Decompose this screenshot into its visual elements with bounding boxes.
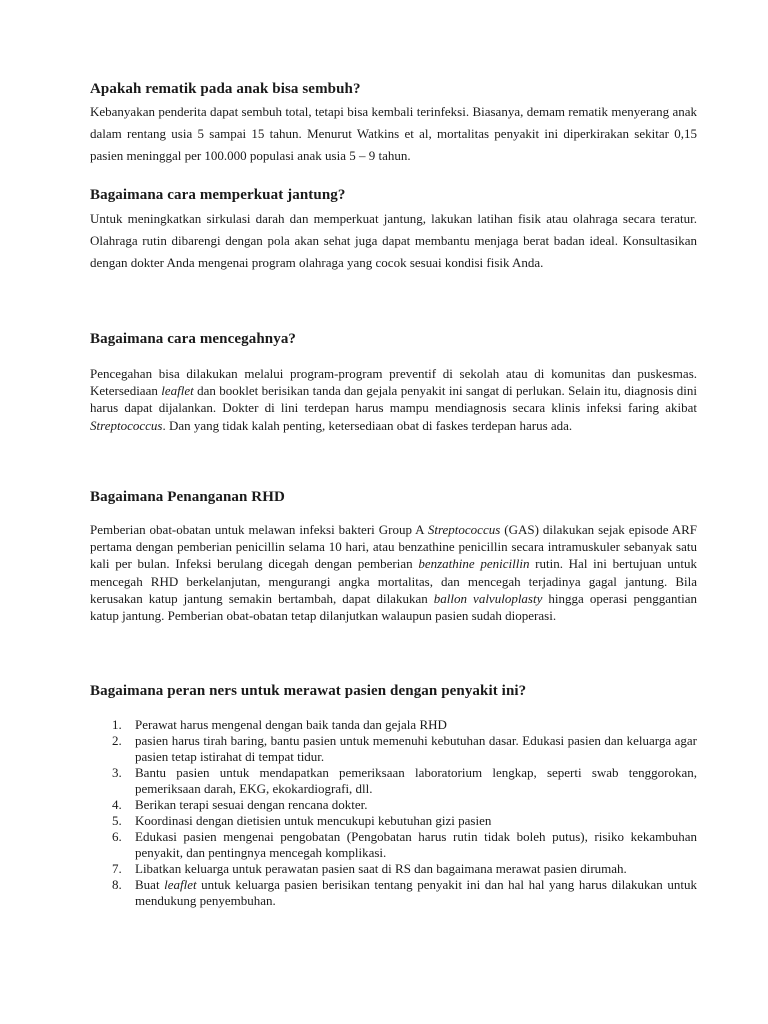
list-item <box>90 829 697 861</box>
list-number: 3. <box>112 765 122 780</box>
italic-leaflet: leaflet <box>161 383 194 399</box>
list-item <box>90 813 697 829</box>
italic-streptococcus: Streptococcus <box>90 417 163 433</box>
paragraph-penanganan-rhd <box>90 521 697 624</box>
list-item <box>90 733 697 765</box>
list-item-text: Berikan terapi sesuai dengan rencana dokter. <box>135 797 368 812</box>
list-item-text: Koordinasi dengan dietisien untuk mencukupi kebutuhan gizi pasien <box>135 813 492 828</box>
text-run: Pencegahan bisa dilakukan melalui program-program preventif di sekolah atau di komunitas dan puskesmas. Ketersediaan <box>90 366 697 399</box>
list-item-text: Edukasi pasien mengenai pengobatan (Pengobatan harus rutin tidak boleh putus), risiko kekambuhan penyakit, dan pentingnya mencegah komplikasi. <box>135 829 697 860</box>
heading-rematik-sembuh: Apakah rematik pada anak bisa sembuh? <box>90 81 361 97</box>
italic-streptococcus: Streptococcus <box>427 522 501 537</box>
heading-peran-ners: Bagaimana peran ners untuk merawat pasien dengan penyakit ini? <box>90 683 527 699</box>
list-item-text: Libatkan keluarga untuk perawatan pasien saat di RS dan bagaimana merawat pasien dirumah. <box>135 861 627 876</box>
text-run: . Dan yang tidak kalah penting, ketersediaan obat di faskes terdepan harus ada. <box>162 417 573 433</box>
section-rematik-sembuh <box>90 80 697 167</box>
list-item <box>90 797 697 813</box>
list-number: 7. <box>112 861 122 876</box>
paragraph-mencegah <box>90 365 697 434</box>
section-penanganan-rhd <box>90 488 697 624</box>
italic-leaflet: leaflet <box>164 877 197 892</box>
list-item <box>90 861 697 877</box>
list-item <box>90 877 697 909</box>
section-mencegah <box>90 330 697 434</box>
list-item-text: Buat <box>135 877 165 892</box>
italic-benzathine-penicillin: benzathine penicillin <box>418 556 530 572</box>
paragraph-rematik-sembuh: Kebanyakan penderita dapat sembuh total, tetapi bisa kembali terinfeksi. Biasanya, demam rematik menyerang anak dalam rentang usia 5 sampai 15 tahun. Menurut Watkins et al, mortalitas penyakit ini diperkirakan sekitar 0,15 pasien meninggal per 100.000 populasi anak usia 5 – 9 tahun. <box>90 104 697 163</box>
list-item <box>90 765 697 797</box>
list-item-text: untuk keluarga pasien berisikan tentang penyakit ini dan hal hal yang harus dilakukan untuk mendukung penyembuhan. <box>135 877 697 908</box>
list-item-text: Perawat harus mengenal dengan baik tanda dan gejala RHD <box>135 717 447 732</box>
heading-mencegah: Bagaimana cara mencegahnya? <box>90 331 297 347</box>
paragraph-memperkuat-jantung: Untuk meningkatkan sirkulasi darah dan memperkuat jantung, lakukan latihan fisik atau olahraga secara teratur. Olahraga rutin dibarengi dengan pola akan sehat juga dapat membantu menjaga berat badan ideal. Konsultasikan dengan dokter Anda mengenai program olahraga yang cocok sesuai kondisi fisik Anda. <box>90 211 697 270</box>
care-steps-list <box>90 717 697 909</box>
section-memperkuat-jantung <box>90 186 697 274</box>
section-peran-ners <box>90 682 697 909</box>
list-number: 1. <box>112 717 122 732</box>
text-run: hingga operasi penggantian katup jantung. Pemberian obat-obatan tetap dilanjutkan walaupun pasien sudah dioperasi. <box>90 590 697 624</box>
list-number: 8. <box>112 877 122 892</box>
italic-ballon-valvuloplasty: ballon valvuloplasty <box>433 590 543 606</box>
list-item <box>90 717 697 733</box>
list-item-text: pasien harus tirah baring, bantu pasien untuk memenuhi kebutuhan dasar. Edukasi pasien dan keluarga agar pasien tetap istirahat di tempat tidur. <box>135 733 697 764</box>
list-number: 5. <box>112 813 122 828</box>
text-run: dan booklet berisikan tanda dan gejala penyakit ini sangat di perlukan. Selain itu, diagnosis dini harus dapat dijalankan. Dokter di lini terdepan harus mampu mendiagnosis secara klinis infeksi faring akibat <box>90 383 698 416</box>
heading-penanganan-rhd: Bagaimana Penanganan RHD <box>90 489 285 505</box>
list-item-text: Bantu pasien untuk mendapatkan pemeriksaan laboratorium lengkap, seperti swab tenggorokan, pemeriksaan darah, EKG, ekokardiografi, dll. <box>135 765 697 796</box>
heading-memperkuat-jantung: Bagaimana cara memperkuat jantung? <box>90 187 346 203</box>
text-run: (GAS) dilakukan sejak episode ARF pertama dengan pemberian penicillin selama 10 hari, atau benzathine penicillin secara intramuskuler sebanyak satu kali per bulan. Infeksi berulang dicegah dengan pemberian <box>90 522 698 572</box>
text-run: rutin. Hal ini bertujuan untuk mencegah RHD berkelanjutan, mengurangi angka mortalitas, dan mencegah terjadinya gagal jantung. Bila kerusakan katup jantung semakin bertambah, dapat dilakukan <box>90 556 697 606</box>
list-number: 6. <box>112 829 122 844</box>
list-number: 4. <box>112 797 122 812</box>
list-number: 2. <box>112 733 122 748</box>
text-run: Pemberian obat-obatan untuk melawan infeksi bakteri Group A <box>90 522 428 537</box>
